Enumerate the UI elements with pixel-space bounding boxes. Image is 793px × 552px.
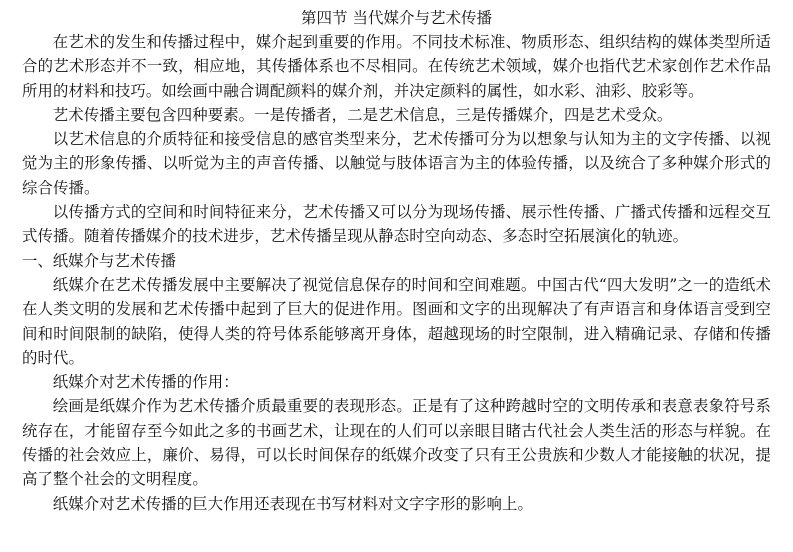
- section-title: 第四节 当代媒介与艺术传播: [301, 9, 492, 27]
- subsection-heading: 一、纸媒介与艺术传播: [22, 251, 176, 270]
- paragraph-writing-material: 纸媒介对艺术传播的巨大作用还表现在书写材料对文字字形的影响上。: [52, 494, 534, 513]
- paragraph-media-role: 在艺术的发生和传播过程中，媒介起到重要的作用。不同技术标准、物质形态、组织结构的媒体类型所适合的艺术形态并不一致，相应地，其传播体系也不尽相同。在传统艺术领域，媒介也指代艺术家创作艺术作品所用的材料和技巧。如绘画中融合调配颜料的媒介剂，并决定颜料的属性，如水彩、油彩、胶彩等。: [22, 33, 771, 100]
- paragraph-space-time: 以传播方式的空间和时间特征来分，艺术传播又可以分为现场传播、展示性传播、广播式传播和远程交互式传播。随着传播媒介的技术进步，艺术传播呈现从静态时空向动态、多态时空拓展演化的轨迹。: [22, 203, 771, 246]
- paragraph-paper-media: 纸媒介在艺术传播发展中主要解决了视觉信息保存的时间和空间难题。中国古代“四大发明”之一的造纸术在人类文明的发展和艺术传播中起到了巨大的促进作用。图画和文字的出现解决了有声语言和身体语言受到空间和时间限制的缺陷，使得人类的符号体系能够离开身体，超越现场的时空限制，进入精确记录、存储和传播的时代。: [22, 275, 771, 367]
- paragraph-four-elements: 艺术传播主要包含四种要素。一是传播者，二是艺术信息，三是传播媒介，四是艺术受众。: [52, 105, 673, 124]
- paragraph-paper-function: 纸媒介对艺术传播的作用：: [52, 373, 239, 392]
- paragraph-sensory-types: 以艺术信息的介质特征和接受信息的感官类型来分，艺术传播可分为以想象与认知为主的文字传播、以视觉为主的形象传播、以听觉为主的声音传播、以触觉与肢体语言为主的体验传播，以及统合了多种媒介形式的综合传播。: [22, 130, 771, 197]
- paragraph-painting: 绘画是纸媒介作为艺术传播介质最重要的表现形态。正是有了这种跨越时空的文明传承和表意表象符号系统存在，才能留存至今如此之多的书画艺术，让现在的人们可以亲眼目睹古代社会人类生活的形态与样貌。在传播的社会效应上，廉价、易得，可以长时间保存的纸媒介改变了只有王公贵族和少数人才能接触的状况，提高了整个社会的文明程度。: [22, 397, 771, 489]
